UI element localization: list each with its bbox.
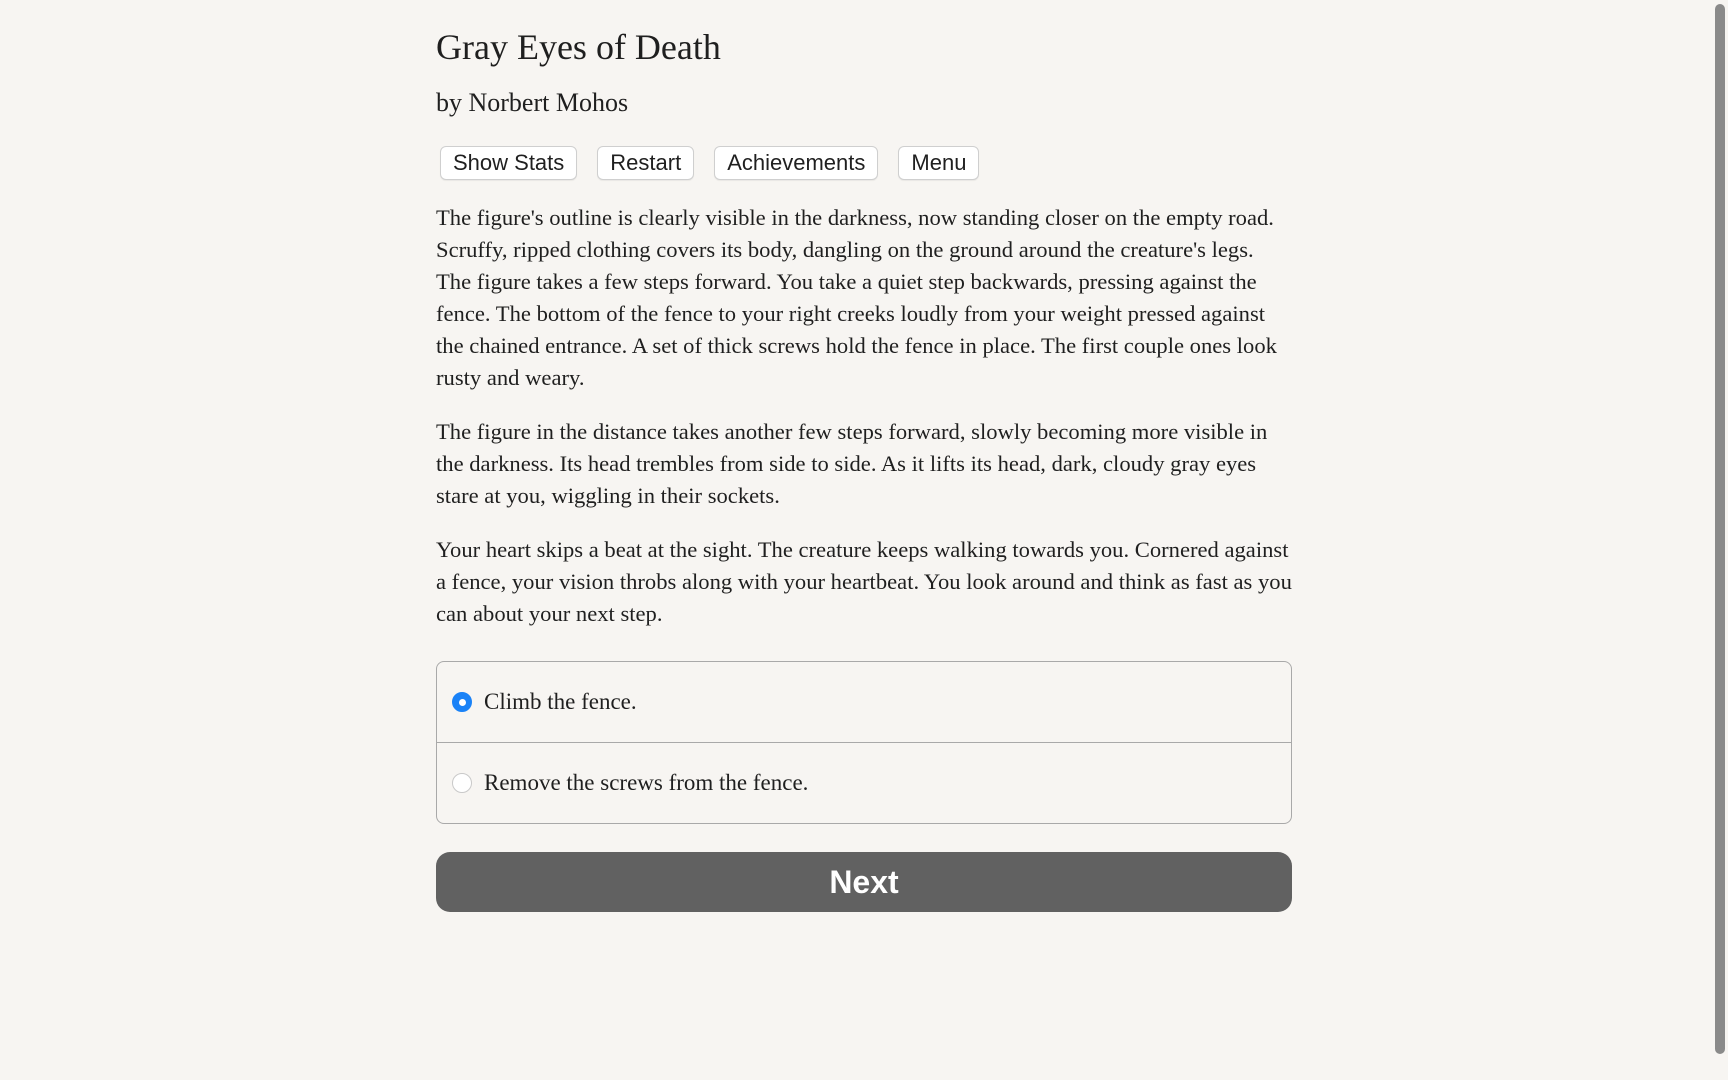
choice-option-climb-fence[interactable] [437,662,1291,742]
menu-button[interactable]: Menu [898,146,979,180]
story-paragraph: The figure's outline is clearly visible in the darkness, now standing closer on the empty road. Scruffy, ripped clothing covers its body, dangling on the ground around the creature's legs. The figure takes a few steps forward. You take a quiet step backwards, pressing against the fence. The bottom of the fence to your right creeks loudly from your weight pressed against the chained entrance. A set of thick screws hold the fence in place. The first couple ones look rusty and weary. [436,205,1277,390]
achievements-button[interactable]: Achievements [714,146,878,180]
game-title: Gray Eyes of Death [436,27,721,67]
radio-selected-icon[interactable] [452,692,472,712]
next-button[interactable]: Next [436,852,1292,912]
choice-list [436,661,1292,824]
show-stats-button[interactable]: Show Stats [440,146,577,180]
story-paragraph: The figure in the distance takes another few steps forward, slowly becoming more visible in the darkness. Its head trembles from side to side. As it lifts its head, dark, cloudy gray eyes stare at you, wiggling in their sockets. [436,419,1268,508]
game-author: by Norbert Mohos [436,88,629,117]
restart-button[interactable]: Restart [597,146,694,180]
toolbar [440,146,979,180]
radio-unselected-icon[interactable] [452,773,472,793]
story-paragraph: Your heart skips a beat at the sight. The creature keeps walking towards you. Cornered against a fence, your vision throbs along with your heartbeat. You look around and think as fast as you can about your next step. [436,537,1292,626]
scrollbar-thumb[interactable] [1715,4,1725,1054]
scrollbar[interactable] [1712,0,1728,1080]
choice-label: Climb the fence. [484,689,637,714]
choice-option-remove-screws[interactable] [437,742,1291,823]
choice-label: Remove the screws from the fence. [484,770,809,795]
story-text [436,202,1292,652]
